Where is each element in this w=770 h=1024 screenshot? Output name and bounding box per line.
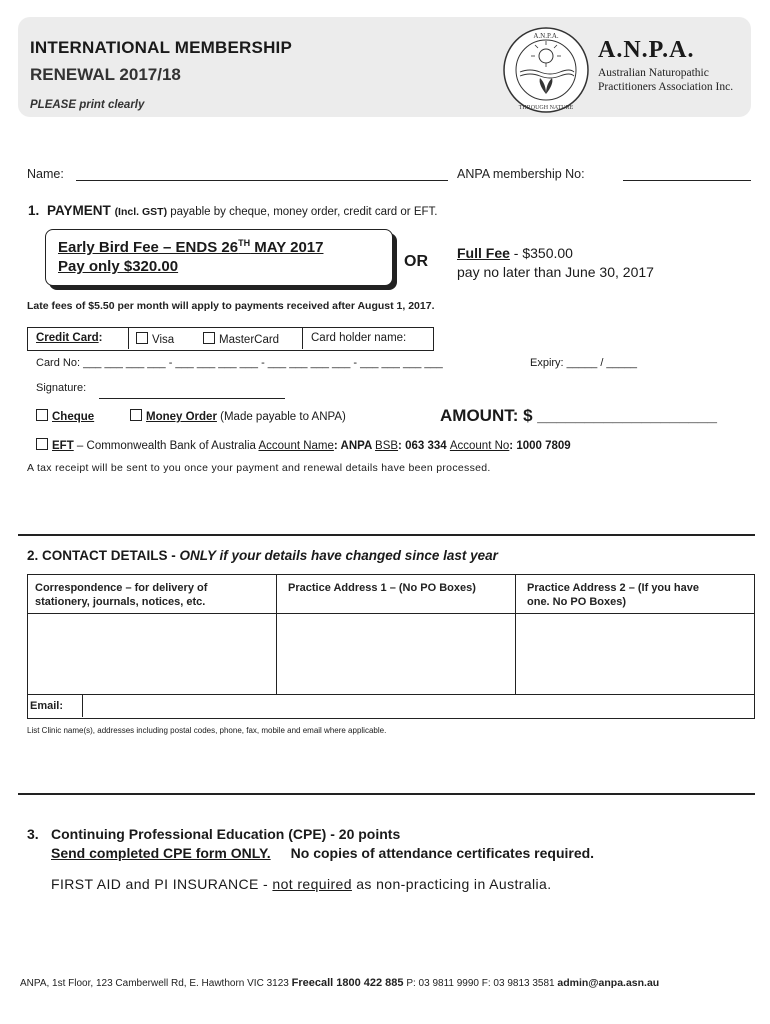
svg-text:THROUGH NATURE: THROUGH NATURE: [518, 105, 574, 111]
money-order-note: (Made payable to ANPA): [216, 411, 346, 423]
payment-heading-main: PAYMENT: [47, 203, 111, 218]
section-divider: [18, 534, 755, 536]
org-name-line2: Practitioners Association Inc.: [598, 81, 734, 93]
footer-phone: P: 03 9811 9990 F: 03 9813 3581: [403, 978, 558, 989]
membership-label: ANPA membership No:: [457, 167, 585, 181]
or-label: OR: [404, 253, 428, 270]
cheque-option[interactable]: [36, 409, 94, 423]
mastercard-label: MasterCard: [219, 334, 280, 346]
cpe-not-required: not required: [272, 876, 352, 892]
contact-heading: [27, 548, 498, 563]
cpe-no-copies: No copies of attendance certificates required.: [290, 845, 595, 861]
eft-bank: – Commonwealth Bank of Australia: [73, 440, 259, 452]
contact-heading-main: 2. CONTACT DETAILS -: [27, 548, 180, 563]
practice-address-2-line2: one. No PO Boxes): [527, 596, 627, 608]
early-bird-line1: [58, 238, 323, 256]
footer-email[interactable]: admin@anpa.asn.au: [557, 977, 660, 989]
account-name-label: Account Name: [258, 440, 334, 452]
footer-address: ANPA, 1st Floor, 123 Camberwell Rd, E. Hawthorn VIC 3123: [20, 978, 292, 989]
money-order-label: Money Order: [146, 411, 217, 423]
practice-address-2-input[interactable]: [516, 614, 752, 693]
mastercard-option[interactable]: [203, 332, 279, 346]
cpe-line2: [51, 845, 594, 861]
cpe-number: 3.: [27, 826, 39, 842]
visa-checkbox[interactable]: [136, 332, 148, 344]
credit-card-label: Credit Card: [36, 332, 99, 344]
footer: [20, 977, 659, 989]
email-input[interactable]: [83, 695, 752, 716]
account-no-label: Account No: [449, 440, 510, 452]
cheque-checkbox[interactable]: [36, 409, 48, 421]
eft-checkbox[interactable]: [36, 438, 48, 450]
footer-freecall: Freecall 1800 422 885: [291, 977, 404, 989]
divider: [128, 327, 129, 349]
early-bird-text-b: MAY 2017: [250, 239, 324, 256]
tax-receipt-note: A tax receipt will be sent to you once your payment and renewal details have been processed.: [27, 462, 491, 474]
cpe-first-aid: FIRST AID and PI INSURANCE -: [51, 876, 273, 892]
visa-option[interactable]: [136, 332, 174, 346]
cpe-non-practicing: as non-practicing in Australia.: [351, 876, 552, 892]
cpe-send-form: Send completed CPE form ONLY.: [51, 845, 271, 861]
practice-address-1-input[interactable]: [277, 614, 514, 693]
credit-card-colon: :: [98, 332, 103, 344]
mastercard-checkbox[interactable]: [203, 332, 215, 344]
account-no-value: : 1000 7809: [509, 440, 571, 452]
money-order-checkbox[interactable]: [130, 409, 142, 421]
card-holder-label: Card holder name:: [311, 332, 407, 344]
visa-label: Visa: [152, 334, 175, 346]
account-name-value: : ANPA: [333, 440, 376, 452]
credit-card-label-wrap: [36, 332, 102, 344]
org-name-line1: Australian Naturopathic: [598, 67, 709, 79]
print-note: PLEASE print clearly: [30, 99, 145, 111]
correspondence-header-line2: stationery, journals, notices, etc.: [35, 596, 206, 608]
payment-heading-rest: payable by cheque, money order, credit card or EFT.: [167, 206, 438, 218]
name-field[interactable]: [76, 180, 448, 181]
late-fees-note: Late fees of $5.50 per month will apply to payments received after August 1, 2017.: [27, 300, 435, 312]
full-fee-amount: - $350.00: [509, 245, 573, 261]
cpe-line1: Continuing Professional Education (CPE) - 20 points: [51, 826, 401, 842]
signature-field[interactable]: [99, 398, 285, 399]
form-title: INTERNATIONAL MEMBERSHIP: [30, 38, 293, 57]
eft-option[interactable]: [36, 438, 571, 452]
practice-address-1-header: Practice Address 1 – (No PO Boxes): [288, 582, 476, 594]
divider: [302, 327, 303, 349]
expiry-field[interactable]: Expiry: _____ / _____: [530, 357, 638, 369]
early-bird-superscript: TH: [238, 238, 251, 248]
cpe-line3: [51, 876, 552, 892]
cheque-label: Cheque: [52, 411, 95, 423]
payment-heading-number: 1.: [28, 203, 40, 218]
early-bird-text-a: Early Bird Fee – ENDS 26: [58, 239, 239, 256]
svg-text:A.N.P.A.: A.N.P.A.: [533, 32, 559, 40]
bsb-value: : 063 334: [398, 440, 450, 452]
email-label: Email:: [30, 700, 64, 712]
payment-heading-gst: (Incl. GST): [114, 206, 168, 218]
form-subtitle: RENEWAL 2017/18: [30, 65, 181, 84]
full-fee-label: Full Fee: [457, 245, 510, 261]
full-fee-line: [457, 245, 573, 261]
correspondence-header-line1: Correspondence – for delivery of: [35, 582, 208, 594]
amount-field[interactable]: AMOUNT: $ ___________________: [440, 406, 717, 425]
full-fee-note: pay no later than June 30, 2017: [457, 264, 654, 280]
correspondence-input[interactable]: [28, 614, 275, 693]
early-bird-line2: Pay only $320.00: [58, 258, 179, 275]
contact-heading-italic: ONLY if your details have changed since last year: [179, 548, 498, 563]
section-divider: [18, 793, 755, 795]
practice-address-2-header: [527, 581, 699, 609]
correspondence-header: [35, 581, 207, 609]
anpa-seal-logo-icon: [500, 26, 592, 114]
card-number-field[interactable]: Card No: ___ ___ ___ ___ - ___ ___ ___ ___ - ___ ___ ___ ___ - ___ ___ ___ ___: [36, 357, 443, 369]
bsb-label: BSB: [375, 440, 399, 452]
name-label: Name:: [27, 167, 64, 181]
org-abbrev: A.N.P.A.: [598, 37, 695, 63]
eft-label: EFT: [52, 440, 74, 452]
signature-label: Signature:: [36, 382, 87, 394]
money-order-option[interactable]: [130, 409, 346, 423]
payment-heading: [28, 203, 437, 218]
contact-note: List Clinic name(s), addresses including postal codes, phone, fax, mobile and email where applicable.: [27, 726, 387, 735]
practice-address-2-line1: Practice Address 2 – (If you have: [527, 582, 699, 594]
membership-number-field[interactable]: [623, 180, 751, 181]
